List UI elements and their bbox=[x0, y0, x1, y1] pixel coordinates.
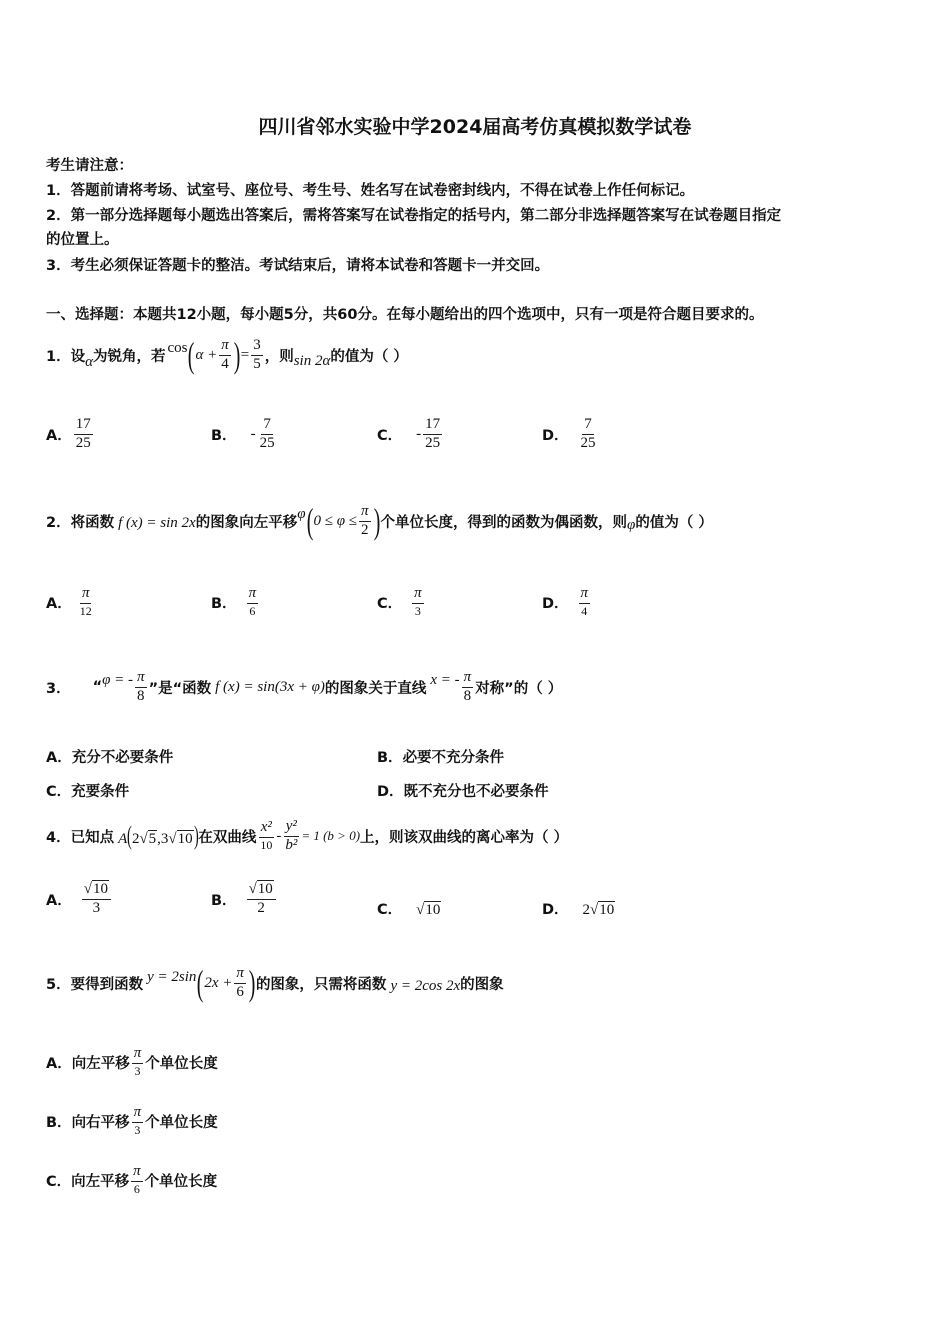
q1-option-b[interactable]: B． - $\frac{7}{25}$ bbox=[211, 415, 275, 451]
q4-option-c[interactable]: C． √10 bbox=[377, 901, 441, 918]
q4-text-2: 上，则该双曲线的离心率为（ ） bbox=[360, 829, 569, 846]
q2-option-c[interactable]: C． $\frac{\pi}{3}$ bbox=[377, 585, 422, 619]
q2-text: 的图象向左平移 bbox=[195, 514, 298, 531]
notice-heading: 考生请注意： bbox=[46, 158, 133, 174]
q1-option-d-value: $\frac{7}{25}$ bbox=[580, 415, 596, 451]
q1-text-2: ，则 bbox=[264, 348, 294, 365]
q2-option-a[interactable]: A． $\frac{\pi}{12}$ bbox=[46, 585, 92, 619]
q2-condition: 0 ≤ φ ≤ bbox=[313, 512, 358, 529]
q2-text-3: 的值为（ ） bbox=[635, 514, 713, 531]
q5-target-function: y = 2sin bbox=[147, 968, 197, 985]
q1-option-a[interactable]: A． $\frac{17}{25}$ bbox=[46, 415, 91, 451]
q1-paren-left: ( bbox=[188, 335, 195, 375]
q3-text-3: 对称”的（ ） bbox=[475, 680, 563, 697]
q2-function: f (x) = sin 2x bbox=[118, 514, 196, 531]
q5-inner: 2x + bbox=[204, 974, 233, 991]
q1-sin2a: sin 2α bbox=[293, 352, 331, 369]
q5-prefix: 5．要得到函数 bbox=[46, 976, 144, 993]
q4-option-a[interactable]: A． $\frac{√10}{3}$ bbox=[46, 872, 113, 926]
q1-equals: = bbox=[240, 346, 250, 363]
q3-text: ”是“函数 bbox=[148, 680, 212, 697]
page-title: 四川省邻水实验中学2024届高考仿真模拟数学试卷 bbox=[258, 116, 692, 138]
section-heading: 一、选择题：本题共12小题，每小题5分，共60分。在每小题给出的四个选项中，只有一项是符合题目要求的。 bbox=[46, 307, 764, 323]
q4-option-b[interactable]: B． $\frac{√10}{2}$ bbox=[211, 872, 278, 926]
q2-phi-2: φ bbox=[627, 516, 636, 533]
q1-inner: α + bbox=[195, 346, 218, 363]
q4-point-a: A bbox=[118, 830, 128, 847]
notice-item-2-cont: 的位置上。 bbox=[46, 232, 119, 248]
q3-pi-over-8: $\frac{\pi}{8}$ bbox=[137, 668, 145, 704]
q1-option-d[interactable]: D． $\frac{7}{25}$ bbox=[542, 415, 596, 451]
q1-option-c-value: $\frac{17}{25}$ bbox=[425, 415, 441, 451]
q3-option-b[interactable]: B．必要不充分条件 bbox=[377, 750, 505, 766]
q3-pi-over-8-b: $\frac{\pi}{8}$ bbox=[463, 668, 472, 704]
question-4: 4．已知点 A ( 2√5,3√10 ) 在双曲线 $\frac{\text{x²}}{10}$ - $\frac{\text{y²}}{\text{b²}}$ = 1 (b > 0) 上，则该双曲线的离心率为（ ） bbox=[46, 817, 569, 853]
q4-text: 在双曲线 bbox=[198, 829, 257, 846]
question-2 bbox=[46, 496, 713, 546]
notice-item-3: 3．考生必须保证答题卡的整洁。考试结束后，请将本试卷和答题卡一并交回。 bbox=[46, 258, 550, 274]
q5-option-a[interactable]: A． 向左平移 $\frac{\pi}{3}$ 个单位长度 bbox=[46, 1045, 218, 1079]
q1-option-b-value: $\frac{7}{25}$ bbox=[259, 415, 275, 451]
q3-option-a[interactable]: A．充分不必要条件 bbox=[46, 750, 174, 766]
q1-cos: cos bbox=[167, 339, 188, 356]
notice-item-1: 1．答题前请将考场、试室号、座位号、考生号、姓名写在试卷密封线内，不得在试卷上作任何标记。 bbox=[46, 183, 695, 199]
q4-y2-over-b2: $\frac{\text{y²}}{\text{b²}}$ bbox=[285, 817, 298, 853]
question-1 bbox=[46, 330, 408, 380]
q5-text-2: 的图象 bbox=[460, 976, 504, 993]
q1-text: 为锐角，若 bbox=[92, 348, 166, 365]
question-3: 3． “ φ = - $\frac{\pi}{8}$ ”是“函数 f (x) = sin(3x + φ) 的图象关于直线 x = - $\frac{\pi}{8}$ 对称”的（ ） bbox=[46, 668, 563, 704]
q1-three-fifths: $\frac{3}{5}$ bbox=[253, 336, 261, 372]
q2-prefix: 2．将函数 bbox=[46, 514, 115, 531]
q2-pi-over-2: $\frac{\pi}{2}$ bbox=[361, 502, 369, 538]
q3-phi-eq: φ = - bbox=[102, 671, 134, 688]
notice-item-2: 2．第一部分选择题每小题选出答案后，需将答案写在试卷指定的括号内，第二部分非选择题答案写在试卷题目指定 bbox=[46, 208, 782, 224]
q1-paren-right: ) bbox=[233, 335, 241, 375]
q2-paren-right: ) bbox=[373, 501, 380, 541]
q2-option-b[interactable]: B． $\frac{\pi}{6}$ bbox=[211, 585, 257, 619]
q3-x-eq: x = - bbox=[430, 671, 460, 688]
q4-option-d[interactable]: D． 2√10 bbox=[542, 901, 615, 918]
q3-function: f (x) = sin(3x + φ) bbox=[215, 678, 325, 695]
q3-text-2: 的图象关于直线 bbox=[324, 680, 427, 697]
q1-alpha: α bbox=[85, 353, 93, 370]
q5-option-c[interactable]: C． 向左平移 $\frac{\pi}{6}$ 个单位长度 bbox=[46, 1163, 218, 1197]
q4-coordinates: 2√5,3√10 bbox=[131, 830, 193, 847]
question-5: 5．要得到函数 y = 2sin ( 2x + $\frac{\pi}{6}$ ) 的图象，只需将函数 y = 2cos 2x 的图象 bbox=[46, 963, 504, 1003]
q3-prefix: 3． bbox=[46, 680, 71, 697]
q5-option-b[interactable]: B． 向右平移 $\frac{\pi}{3}$ 个单位长度 bbox=[46, 1104, 218, 1138]
q1-text-3: 的值为（ ） bbox=[330, 348, 408, 365]
q1-prefix: 1．设 bbox=[46, 348, 86, 365]
q1-option-c[interactable]: C． - $\frac{17}{25}$ bbox=[377, 415, 441, 451]
q1-option-a-value: $\frac{17}{25}$ bbox=[75, 415, 91, 451]
q2-paren-left: ( bbox=[306, 501, 313, 541]
q4-condition: = 1 (b > 0) bbox=[301, 828, 361, 843]
q5-source-function: y = 2cos 2x bbox=[390, 977, 461, 994]
q4-x2-over-10: $\frac{\text{x²}}{10}$ bbox=[260, 819, 273, 853]
q4-prefix: 4．已知点 bbox=[46, 829, 115, 846]
q2-phi: φ bbox=[297, 505, 306, 522]
q1-pi-over-4: $\frac{\pi}{4}$ bbox=[221, 336, 229, 372]
q2-option-d[interactable]: D． $\frac{\pi}{4}$ bbox=[542, 585, 589, 619]
q2-text-2: 个单位长度，得到的函数为偶函数，则 bbox=[380, 514, 628, 531]
q5-pi-over-6: $\frac{\pi}{6}$ bbox=[236, 964, 244, 1000]
q5-text: 的图象，只需将函数 bbox=[255, 976, 387, 993]
q3-option-d[interactable]: D．既不充分也不必要条件 bbox=[377, 784, 549, 800]
q3-option-c[interactable]: C．充要条件 bbox=[46, 784, 130, 800]
